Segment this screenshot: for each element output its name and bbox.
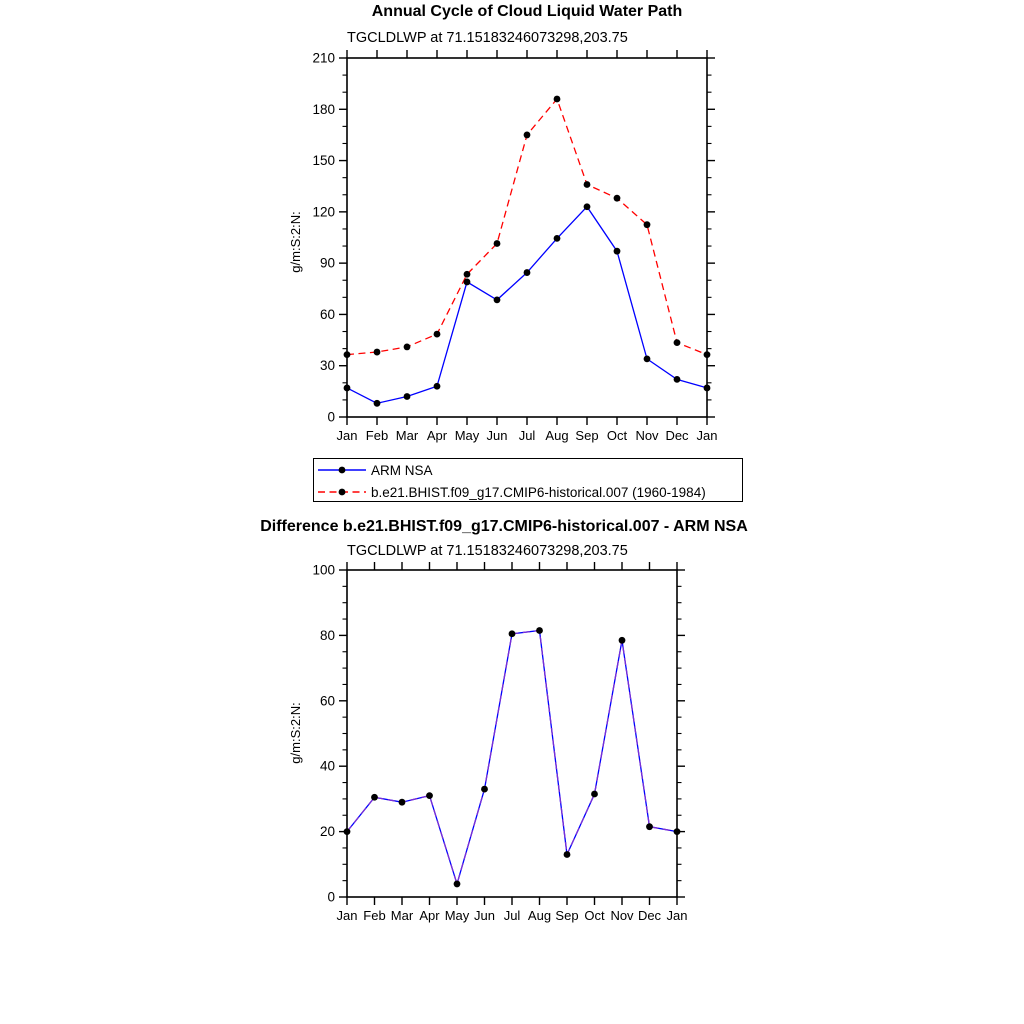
- x-tick-label: Aug: [527, 908, 552, 923]
- plot-border: [347, 570, 677, 897]
- difference-chart-y-axis-label: g/m:S:2:N:: [288, 702, 303, 764]
- data-point-marker: [646, 823, 653, 830]
- y-tick-label: 150: [312, 153, 335, 169]
- data-point-marker: [524, 269, 531, 276]
- data-point-marker: [374, 400, 381, 407]
- series-line-dash-overlay: [347, 631, 677, 884]
- x-tick-label: Jun: [486, 428, 508, 443]
- data-point-marker: [614, 195, 621, 202]
- data-point-marker: [584, 181, 591, 188]
- data-point-marker: [584, 203, 591, 210]
- y-tick-label: 0: [327, 409, 335, 425]
- x-tick-label: May: [444, 908, 470, 923]
- data-point-marker: [404, 393, 411, 400]
- x-tick-label: Apr: [426, 428, 448, 443]
- x-tick-label: Jan: [336, 908, 358, 923]
- data-point-marker: [434, 383, 441, 390]
- x-tick-label: Nov: [635, 428, 659, 443]
- series-line: [347, 207, 707, 404]
- data-point-marker: [591, 791, 598, 798]
- data-point-marker: [524, 132, 531, 139]
- y-tick-label: 210: [312, 50, 335, 66]
- x-tick-label: Dec: [637, 908, 662, 923]
- y-tick-label: 100: [312, 562, 335, 578]
- top-chart: [312, 50, 717, 443]
- data-point-marker: [619, 637, 626, 644]
- data-point-marker: [494, 296, 501, 303]
- data-point-marker: [344, 351, 351, 358]
- x-tick-label: Apr: [419, 908, 440, 923]
- data-point-marker: [704, 351, 711, 358]
- top-chart-subtitle: TGCLDLWP at 71.15183246073298,203.75: [347, 30, 628, 46]
- x-tick-label: May: [454, 428, 480, 443]
- data-point-marker: [481, 786, 488, 793]
- top-chart-y-axis-label: g/m:S:2:N:: [288, 211, 303, 273]
- y-tick-label: 30: [319, 358, 335, 374]
- y-tick-label: 40: [319, 758, 335, 774]
- data-point-marker: [494, 240, 501, 247]
- data-point-marker: [434, 331, 441, 338]
- x-tick-label: Sep: [575, 428, 599, 443]
- x-tick-label: Feb: [365, 428, 389, 443]
- data-point-marker: [614, 248, 621, 255]
- y-tick-label: 20: [319, 824, 335, 840]
- data-point-marker: [536, 627, 543, 634]
- x-tick-label: Jan: [666, 908, 688, 923]
- data-point-marker: [454, 881, 461, 888]
- x-tick-label: Mar: [390, 908, 414, 923]
- x-tick-label: Nov: [610, 908, 634, 923]
- data-point-marker: [674, 339, 681, 346]
- difference-chart: [312, 562, 687, 923]
- y-tick-label: 120: [312, 204, 335, 220]
- data-point-marker: [464, 271, 471, 278]
- x-tick-label: Dec: [665, 428, 689, 443]
- data-point-marker: [344, 828, 351, 835]
- data-point-marker: [644, 355, 651, 362]
- data-point-marker: [509, 630, 516, 637]
- data-point-marker: [554, 96, 561, 103]
- data-point-marker: [464, 279, 471, 286]
- data-point-marker: [564, 851, 571, 858]
- y-tick-label: 60: [319, 306, 335, 322]
- y-tick-label: 90: [319, 255, 335, 271]
- legend-box: [313, 458, 743, 502]
- data-point-marker: [674, 376, 681, 383]
- y-tick-label: 180: [312, 101, 335, 117]
- data-point-marker: [674, 828, 681, 835]
- data-point-marker: [704, 385, 711, 392]
- x-tick-label: Oct: [584, 908, 605, 923]
- x-tick-label: Oct: [606, 428, 628, 443]
- x-tick-label: Mar: [395, 428, 419, 443]
- legend-label-arm-nsa: ARM NSA: [371, 463, 433, 478]
- x-tick-label: Jan: [696, 428, 718, 443]
- x-tick-label: Jul: [518, 428, 536, 443]
- x-tick-label: Jun: [474, 908, 495, 923]
- data-point-marker: [374, 349, 381, 356]
- x-tick-label: Jul: [503, 908, 521, 923]
- legend-label-model-run: b.e21.BHIST.f09_g17.CMIP6-historical.007 (1960-1984): [371, 485, 706, 500]
- y-tick-label: 60: [319, 693, 335, 709]
- data-point-marker: [399, 799, 406, 806]
- difference-chart-subtitle: TGCLDLWP at 71.15183246073298,203.75: [347, 543, 628, 559]
- y-tick-label: 0: [327, 889, 335, 905]
- x-tick-label: Jan: [336, 428, 358, 443]
- data-point-marker: [554, 235, 561, 242]
- data-point-marker: [404, 344, 411, 351]
- data-point-marker: [371, 794, 378, 801]
- x-tick-label: Feb: [363, 908, 386, 923]
- data-point-marker: [344, 385, 351, 392]
- series-line: [347, 631, 677, 884]
- x-tick-label: Aug: [545, 428, 569, 443]
- top-chart-title: Annual Cycle of Cloud Liquid Water Path: [371, 3, 683, 20]
- difference-chart-title: Difference b.e21.BHIST.f09_g17.CMIP6-historical.007 - ARM NSA: [260, 518, 748, 535]
- y-tick-label: 80: [319, 627, 335, 643]
- x-tick-label: Sep: [555, 908, 579, 923]
- data-point-marker: [644, 221, 651, 228]
- data-point-marker: [426, 792, 433, 799]
